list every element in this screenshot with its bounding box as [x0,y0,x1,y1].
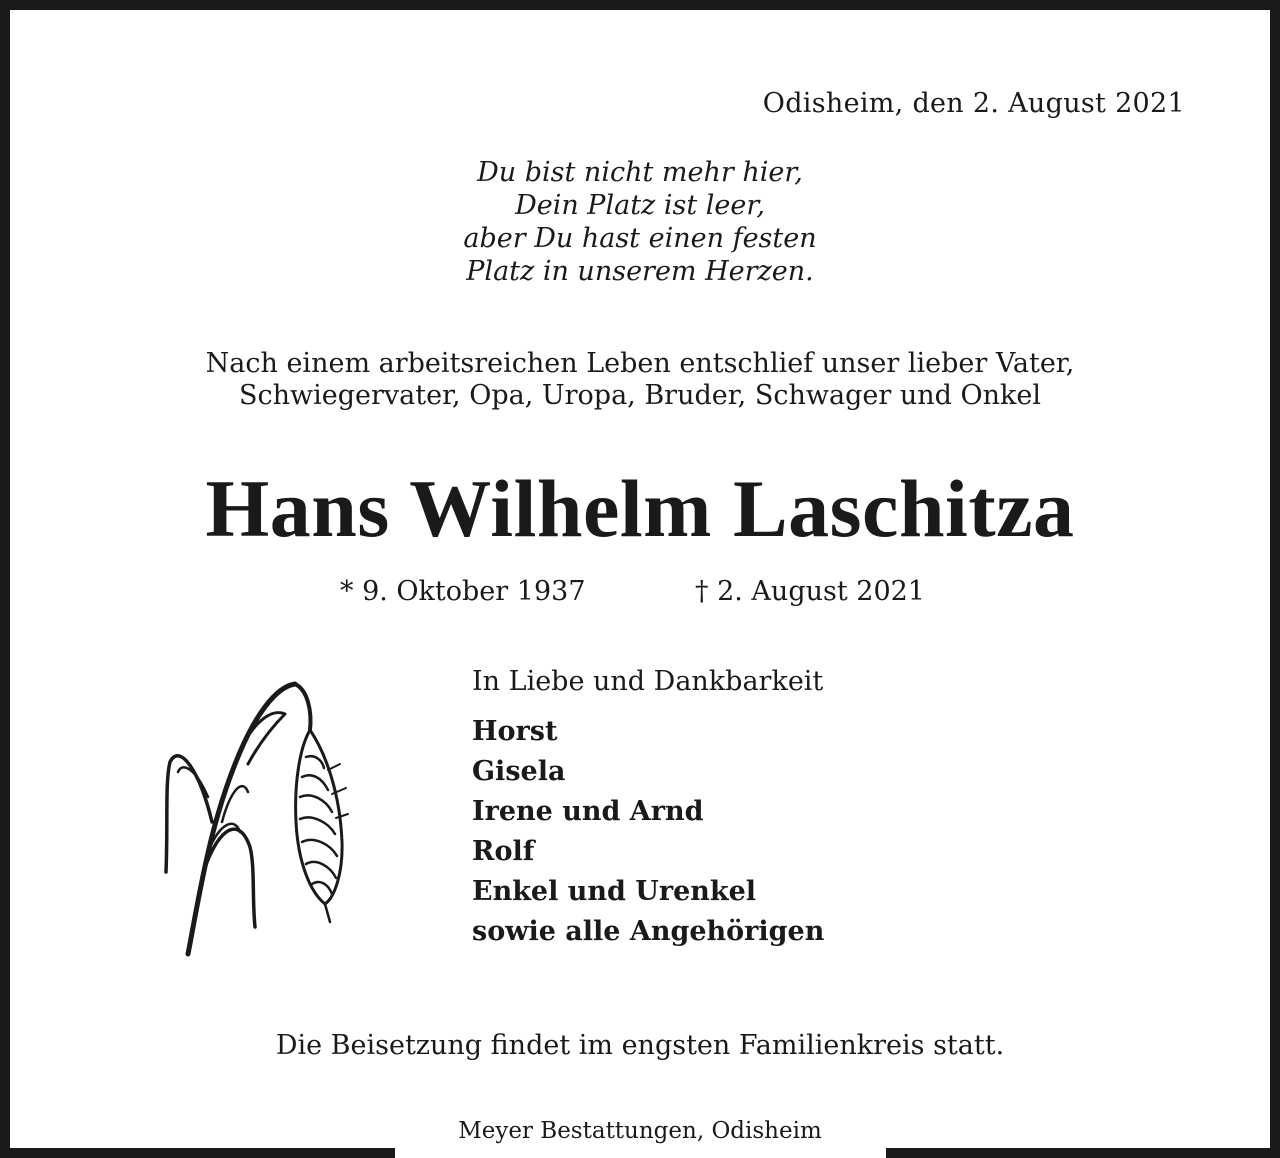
undertaker-credit: Meyer Bestattungen, Odisheim [458,1118,822,1144]
bottom-rule-right [886,1148,1280,1158]
mourner-name: Rolf [472,836,535,867]
verse-line: Platz in unserem Herzen. [466,256,814,287]
burial-note: Die Beisetzung findet im engsten Familienkreis statt. [275,1030,1005,1061]
verse-line: Du bist nicht mehr hier, [477,157,803,188]
mourner-name: sowie alle Angehörigen [472,916,825,947]
wheat-ear-icon [160,672,350,962]
mourner-name: Irene und Arnd [472,796,704,827]
verse-line: aber Du hast einen festen [463,223,817,254]
birth-date: * 9. Oktober 1937 [340,576,586,607]
intro-text [0,348,1280,412]
mourner-name: Horst [472,716,558,747]
intro-line: Schwiegervater, Opa, Uropa, Bruder, Schwager und Onkel [239,380,1041,411]
mourners-heading: In Liebe und Dankbarkeit [472,666,824,697]
deceased-name: Hans Wilhelm Laschitza [205,463,1075,554]
mourner-name: Enkel und Urenkel [472,876,757,907]
mourners-list [472,712,824,952]
place-date: Odisheim, den 2. August 2021 [762,88,1185,119]
death-date: † 2. August 2021 [695,576,925,607]
verse-line: Dein Platz ist leer, [515,190,765,221]
intro-line: Nach einem arbeitsreichen Leben entschlief unser lieber Vater, [205,348,1075,379]
memorial-verse [0,156,1280,288]
bottom-rule-left [0,1148,395,1158]
mourner-name: Gisela [472,756,566,787]
